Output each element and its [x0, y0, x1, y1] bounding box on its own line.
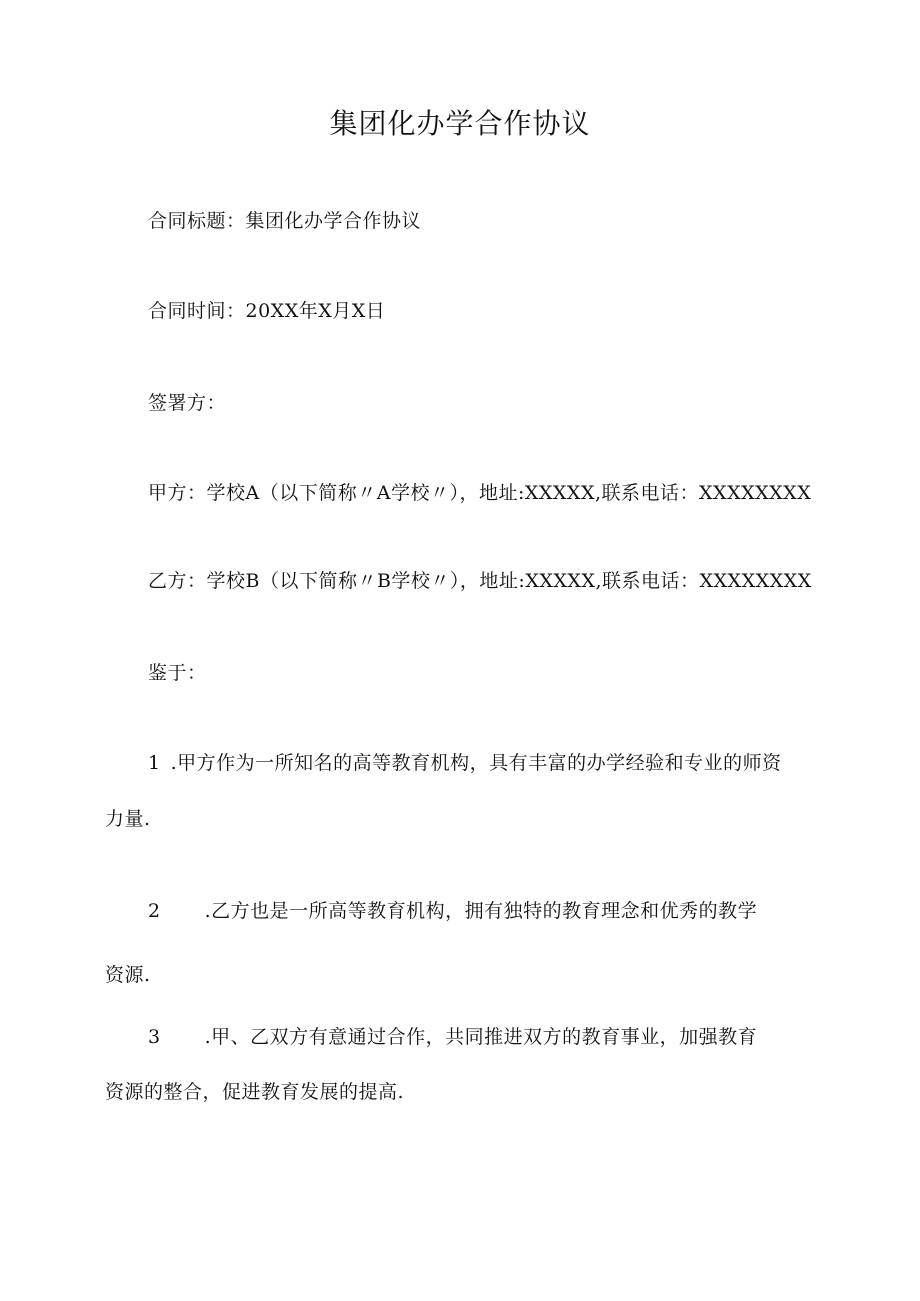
- list-item-1-continuation: 力量.: [105, 808, 151, 830]
- party-b-line: 乙方：学校B（以下简称〃B学校〃），地址:XXXXX,联系电话：XXXXXXXX: [148, 570, 812, 592]
- list-item-2: [148, 896, 757, 926]
- page-title: 集团化办学合作协议: [329, 107, 591, 140]
- item-number: 3: [148, 1026, 161, 1048]
- list-item-2-continuation: 资源.: [105, 964, 151, 986]
- list-item-3-continuation: 资源的整合，促进教育发展的提高.: [105, 1081, 405, 1103]
- list-item-1: [148, 748, 782, 778]
- item-number: 2: [148, 900, 161, 922]
- contract-time-line: 合同时间：20XX年X月X日: [148, 300, 386, 322]
- item-text-line1: .乙方也是一所高等教育机构，拥有独特的教育理念和优秀的教学: [204, 900, 758, 922]
- contract-title-line: 合同标题：集团化办学合作协议: [148, 210, 422, 232]
- signatories-label: 签署方：: [148, 392, 227, 414]
- item-number: 1: [148, 752, 161, 774]
- item-text-line1: .甲方作为一所知名的高等教育机构，具有丰富的办学经验和专业的师资: [170, 752, 782, 774]
- party-a-line: 甲方：学校A（以下简称〃A学校〃），地址:XXXXX,联系电话：XXXXXXXX: [148, 482, 812, 504]
- list-item-3: [148, 1022, 757, 1052]
- item-text-line1: .甲、乙双方有意通过合作，共同推进双方的教育事业，加强教育: [204, 1026, 758, 1048]
- whereas-label: 鉴于：: [148, 662, 207, 684]
